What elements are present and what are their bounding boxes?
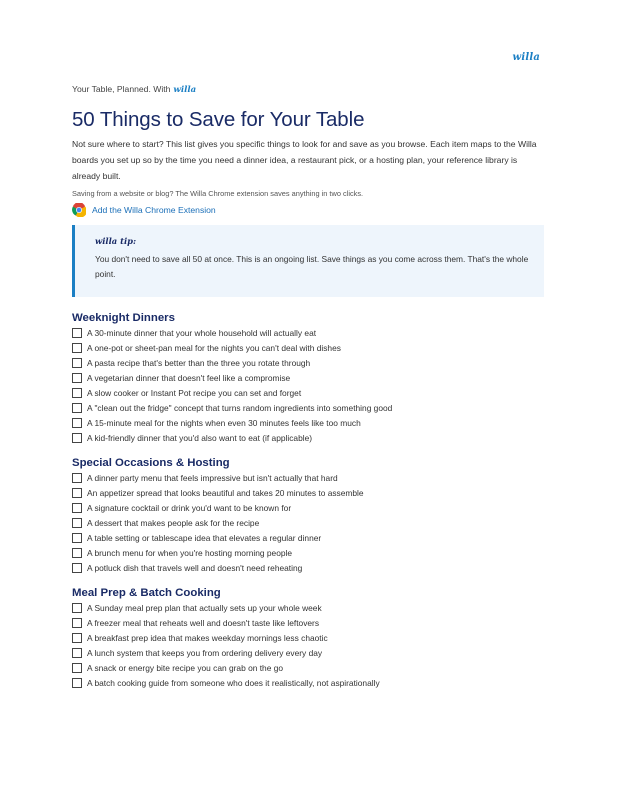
checklist-item-text: A 15-minute meal for the nights when even 30 minutes feels like too much <box>87 417 361 428</box>
checklist <box>72 470 548 575</box>
tip-callout <box>72 225 544 297</box>
checklist-item[interactable] <box>72 560 548 575</box>
tagline-brand-logo: willa <box>173 85 197 95</box>
checkbox[interactable] <box>72 373 82 383</box>
checkbox[interactable] <box>72 358 82 368</box>
willa-logo: willa <box>512 52 540 63</box>
checklist-item[interactable] <box>72 325 548 340</box>
checklist-section <box>72 456 548 575</box>
page-title: 50 Things to Save for Your Table <box>72 108 365 131</box>
section-title: Meal Prep & Batch Cooking <box>72 587 221 599</box>
checkbox[interactable] <box>72 678 82 688</box>
checklist <box>72 325 548 445</box>
checklist-sections <box>72 311 548 690</box>
checklist-item-text: A signature cocktail or drink you'd want to be known for <box>87 502 292 513</box>
checkbox[interactable] <box>72 548 82 558</box>
checklist-item-text: A table setting or tablescape idea that elevates a regular dinner <box>87 532 322 543</box>
checkbox[interactable] <box>72 563 82 573</box>
checkbox[interactable] <box>72 533 82 543</box>
checklist-item[interactable] <box>72 660 548 675</box>
checkbox[interactable] <box>72 518 82 528</box>
tagline <box>72 84 548 95</box>
checklist-item[interactable] <box>72 530 548 545</box>
checklist-item[interactable] <box>72 415 548 430</box>
checklist-item-text: A slow cooker or Instant Pot recipe you can set and forget <box>87 387 302 398</box>
checklist <box>72 600 548 690</box>
checklist-item-text: A potluck dish that travels well and doesn't need reheating <box>87 562 303 573</box>
checklist-item[interactable] <box>72 675 548 690</box>
checklist-item[interactable] <box>72 385 548 400</box>
chrome-icon <box>72 203 86 217</box>
section-title: Weeknight Dinners <box>72 312 175 324</box>
checklist-item-text: A "clean out the fridge" concept that turns random ingredients into something good <box>87 402 393 413</box>
checkbox[interactable] <box>72 433 82 443</box>
checklist-item[interactable] <box>72 355 548 370</box>
checkbox[interactable] <box>72 488 82 498</box>
checklist-item[interactable] <box>72 470 548 485</box>
checkbox[interactable] <box>72 503 82 513</box>
checklist-item-text: A breakfast prep idea that makes weekday mornings less chaotic <box>87 632 328 643</box>
checklist-item-text: A pasta recipe that's better than the three you rotate through <box>87 357 311 368</box>
checkbox[interactable] <box>72 343 82 353</box>
checklist-item-text: A vegetarian dinner that doesn't feel like a compromise <box>87 372 291 383</box>
tagline-text: Your Table, Planned. With <box>72 84 171 94</box>
checklist-item[interactable] <box>72 545 548 560</box>
extension-note: Saving from a website or blog? The Willa Chrome extension saves anything in two clicks. <box>72 189 364 198</box>
checkbox[interactable] <box>72 403 82 413</box>
tip-text: You don't need to save all 50 at once. This is an ongoing list. Save things as you come across them. That's the whole point. <box>95 254 529 279</box>
checklist-item[interactable] <box>72 340 548 355</box>
checklist-item[interactable] <box>72 485 548 500</box>
checklist-item-text: A Sunday meal prep plan that actually sets up your whole week <box>87 602 322 613</box>
checklist-item-text: A batch cooking guide from someone who does it realistically, not aspirationally <box>87 677 380 688</box>
checklist-item-text: A one-pot or sheet-pan meal for the nights you can't deal with dishes <box>87 342 341 353</box>
checklist-item-text: A kid-friendly dinner that you'd also want to eat (if applicable) <box>87 432 313 443</box>
checkbox[interactable] <box>72 648 82 658</box>
checklist-item[interactable] <box>72 515 548 530</box>
checklist-item-text: A freezer meal that reheats well and doesn't taste like leftovers <box>87 617 320 628</box>
intro-paragraph: Not sure where to start? This list gives you specific things to look for and save as you browse. Each item maps to the Willa boards you set up so by the time you need a dinner idea, a restaurant pick, or a hosting plan, your reference library is already built. <box>72 139 537 181</box>
checkbox[interactable] <box>72 633 82 643</box>
checklist-item[interactable] <box>72 400 548 415</box>
checklist-section <box>72 586 548 690</box>
checklist-item-text: A lunch system that keeps you from ordering delivery every day <box>87 647 323 658</box>
checklist-item[interactable] <box>72 430 548 445</box>
checklist-item-text: A 30-minute dinner that your whole household will actually eat <box>87 327 317 338</box>
checklist-item[interactable] <box>72 500 548 515</box>
checkbox[interactable] <box>72 603 82 613</box>
checkbox[interactable] <box>72 418 82 428</box>
checklist-item-text: A brunch menu for when you're hosting morning people <box>87 547 293 558</box>
checklist-item[interactable] <box>72 370 548 385</box>
checkbox[interactable] <box>72 663 82 673</box>
checkbox[interactable] <box>72 328 82 338</box>
checklist-item[interactable] <box>72 615 548 630</box>
checklist-item[interactable] <box>72 630 548 645</box>
add-chrome-extension-link[interactable] <box>72 203 548 217</box>
checklist-item[interactable] <box>72 600 548 615</box>
checkbox[interactable] <box>72 618 82 628</box>
document-body <box>72 84 548 690</box>
tip-title: willa tip: <box>95 236 137 246</box>
checklist-item-text: A snack or energy bite recipe you can grab on the go <box>87 662 284 673</box>
checklist-section <box>72 311 548 445</box>
add-chrome-extension-label[interactable]: Add the Willa Chrome Extension <box>92 205 216 215</box>
checkbox[interactable] <box>72 388 82 398</box>
checklist-item[interactable] <box>72 645 548 660</box>
checklist-item-text: A dinner party menu that feels impressive but isn't actually that hard <box>87 472 338 483</box>
section-title: Special Occasions & Hosting <box>72 457 230 469</box>
checkbox[interactable] <box>72 473 82 483</box>
checklist-item-text: A dessert that makes people ask for the recipe <box>87 517 260 528</box>
checklist-item-text: An appetizer spread that looks beautiful and takes 20 minutes to assemble <box>87 487 364 498</box>
